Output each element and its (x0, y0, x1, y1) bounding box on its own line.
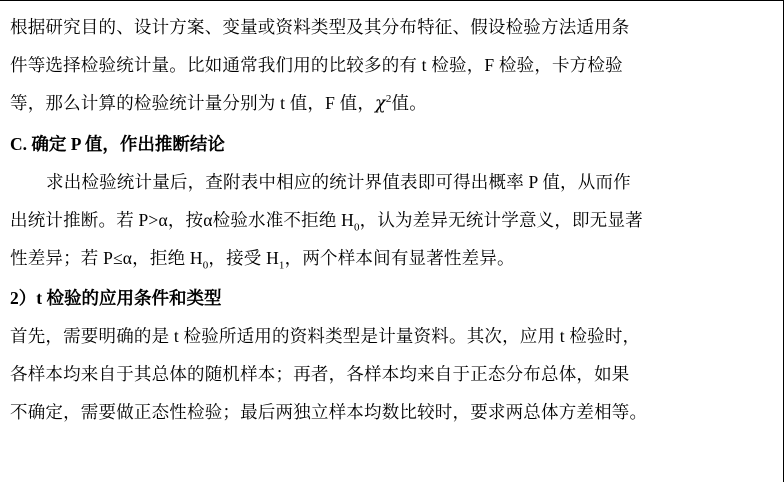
chi-exponent: 2 (385, 93, 392, 106)
paragraph-line: 各样本均来自于其总体的随机样本；再者，各样本均来自于正态分布总体，如果 (10, 364, 630, 384)
paragraph-line: 求出检验统计量后，查附表中相应的统计界值表即可得出概率 P 值，从而作 (46, 172, 631, 192)
h0-subscript: 0 (202, 259, 209, 272)
paragraph-line-with-subscript (10, 201, 768, 239)
h0-subscript: 0 (353, 221, 360, 234)
heading-t-test-conditions: 2）t 检验的应用条件和类型 (10, 288, 222, 308)
paragraph-line-tail: ，认为差异无统计学意义，即无显著 (359, 210, 643, 230)
paragraph-line-with-subscripts (10, 239, 768, 277)
h1-subscript: 1 (278, 259, 285, 272)
paragraph-block-p-value (10, 163, 768, 277)
paragraph-line-text: 出统计推断。若 P>α，按α检验水准不拒绝 H (10, 210, 354, 230)
paragraph-line-text: 等，那么计算的检验统计量分别为 t 值，F 值， (10, 93, 376, 113)
paragraph-line-with-chi (10, 84, 768, 123)
paragraph-line: 根据研究目的、设计方案、变量或资料类型及其分布特征、假设检验方法适用条 (10, 17, 630, 37)
paragraph-line-mid: ，接受 H (208, 248, 279, 268)
paragraph-line-tail: ，两个样本间有显著性差异。 (284, 248, 515, 268)
paragraph-line-text: 性差异；若 P≤α，拒绝 H (10, 248, 203, 268)
paragraph-line: 不确定，需要做正态性检验；最后两独立样本均数比较时，要求两总体方差相等。 (10, 402, 648, 422)
paragraph-line-tail: 值。 (391, 93, 427, 113)
paragraph-line: 首先，需要明确的是 t 检验所适用的资料类型是计量资料。其次，应用 t 检验时， (10, 326, 641, 346)
paragraph-block-statistic-selection (10, 0, 768, 123)
paragraph-line: 件等选择检验统计量。比如通常我们用的比较多的有 t 检验，F 检验，卡方检验 (10, 55, 623, 75)
chi-symbol: χ (375, 94, 386, 114)
page-top-border (0, 0, 784, 1)
paragraph-block-t-test (10, 317, 768, 431)
heading-determine-p-value: C. 确定 P 值，作出推断结论 (10, 134, 225, 154)
